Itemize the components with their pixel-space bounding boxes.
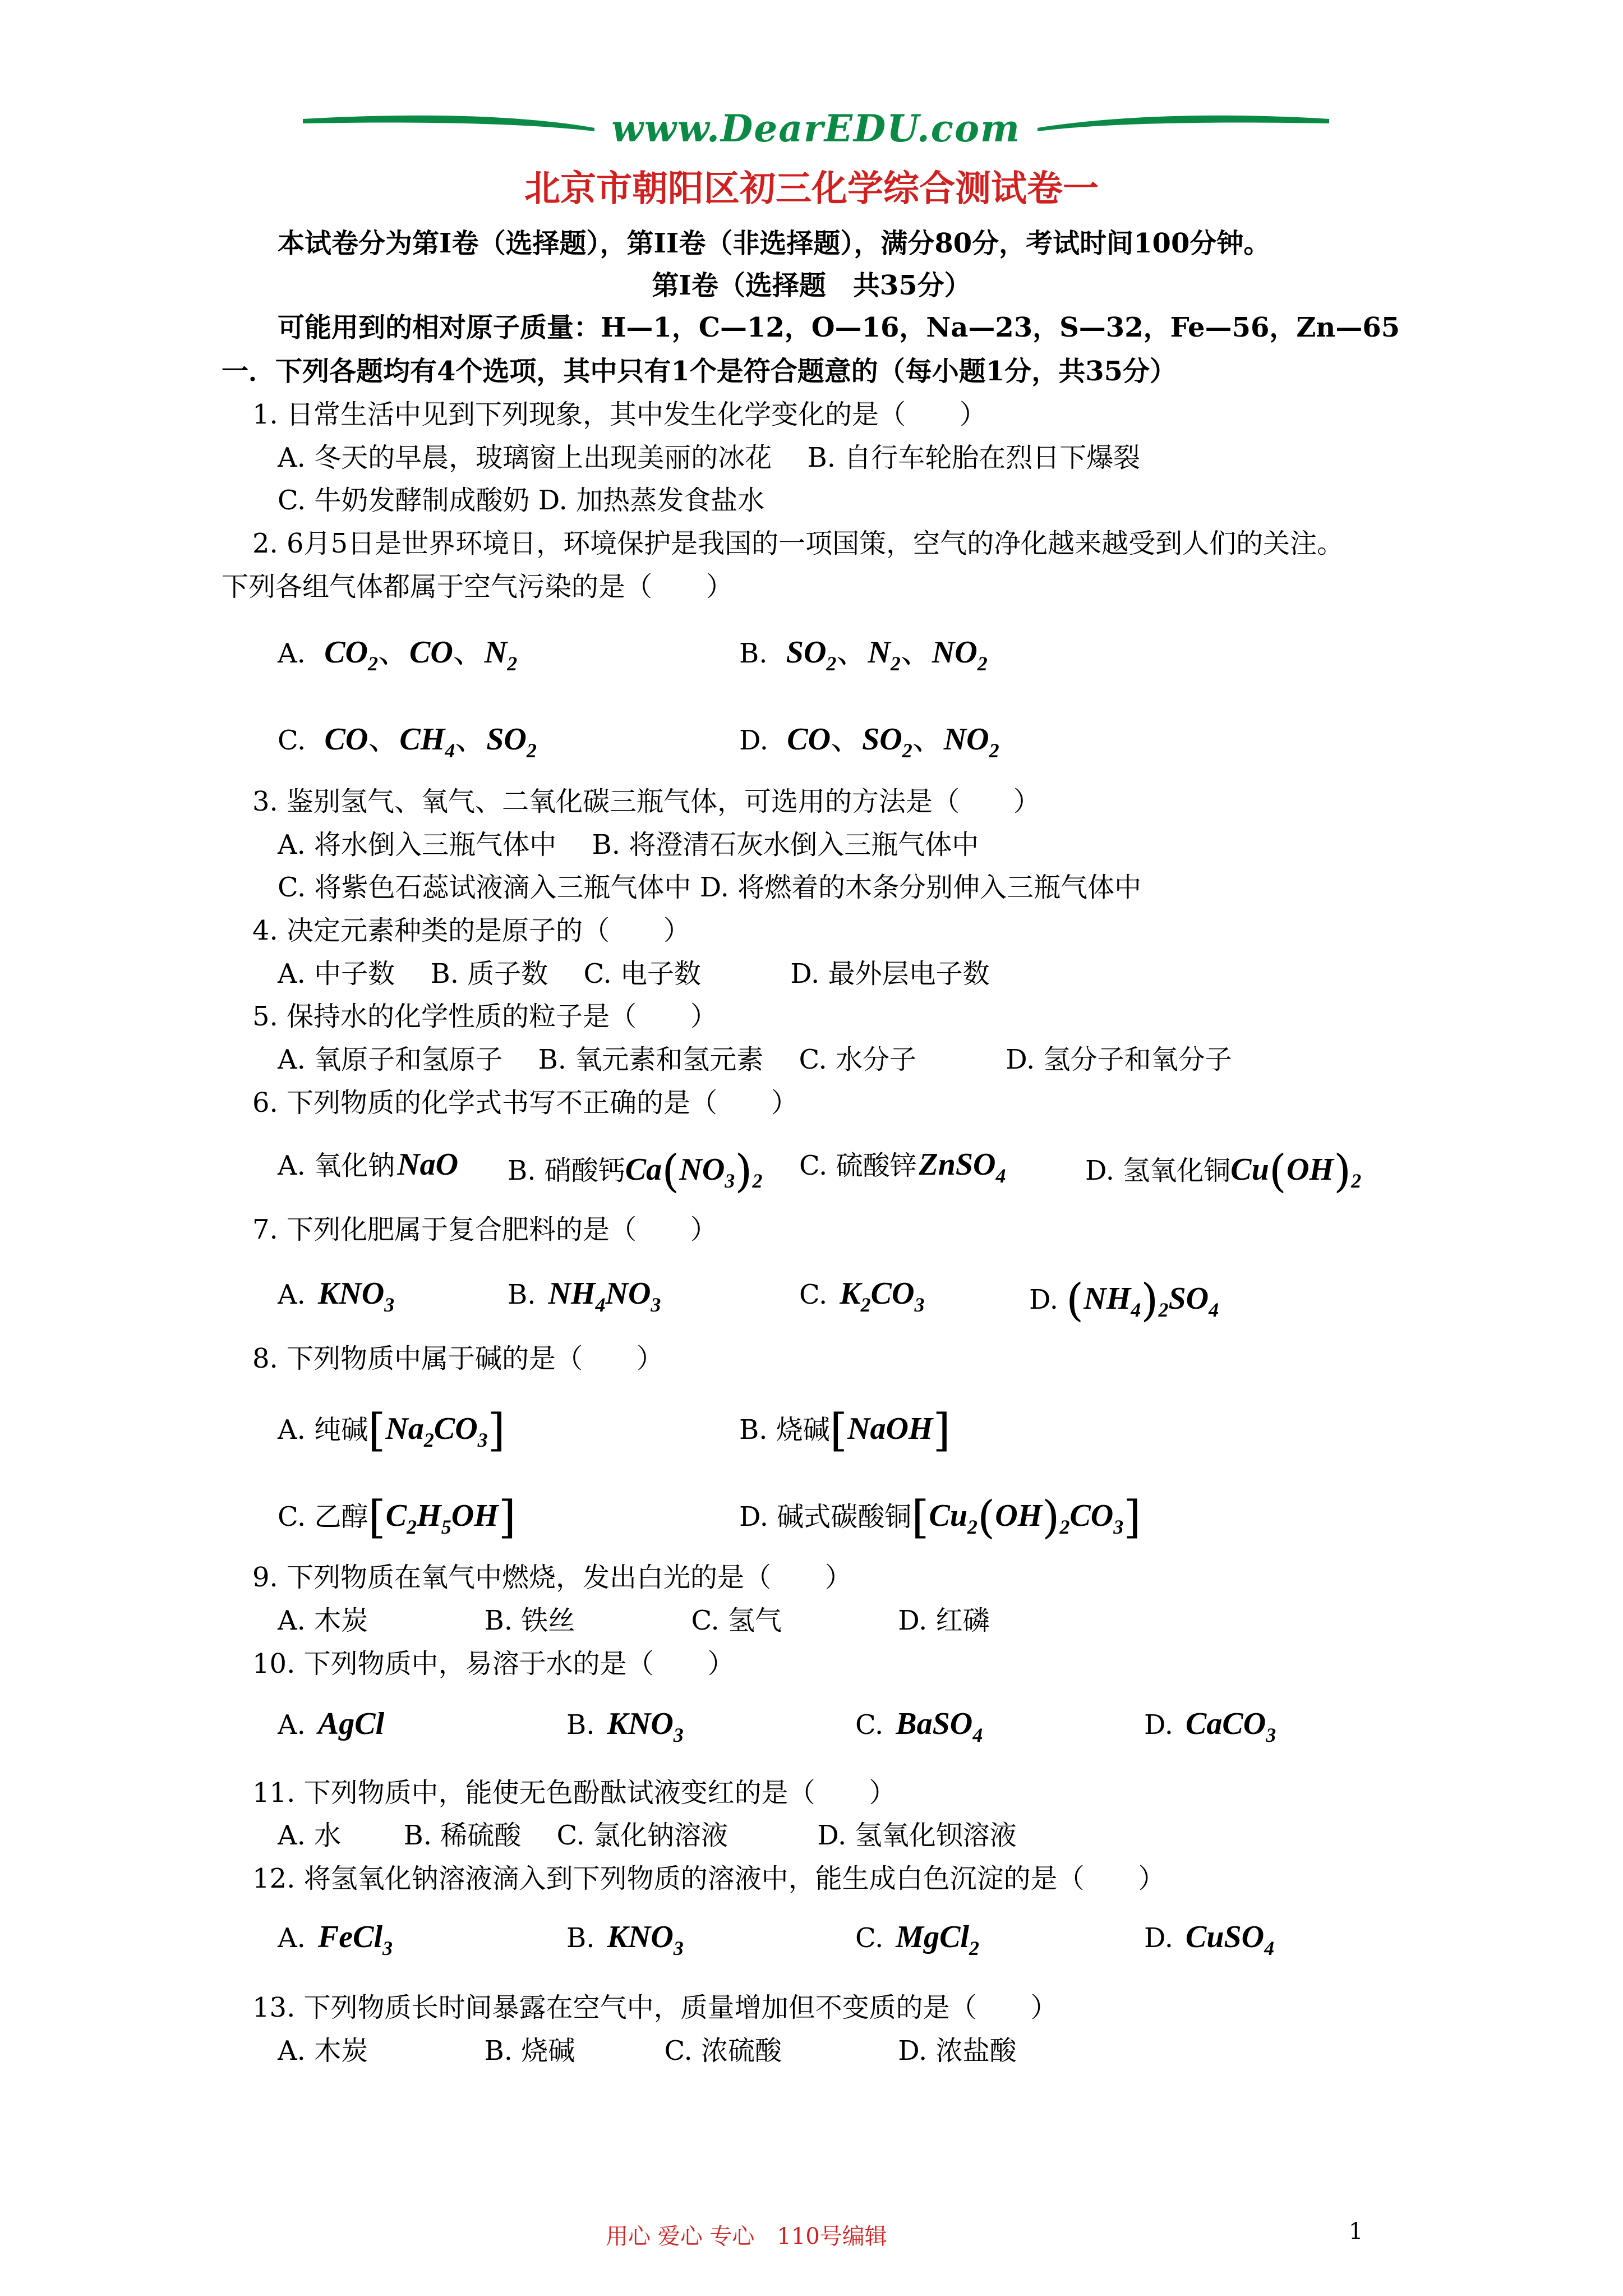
q1-options-cd: C. 牛奶发酵制成酸奶 D. 加热蒸发食盐水: [278, 485, 765, 516]
q8-option-d-label: D. 碱式碳酸铜: [739, 1501, 912, 1533]
q12-option-b: B. $KNO_3$: [566, 1920, 684, 1959]
q2-option-a: A. $CO_2$、CO、$N_2$: [278, 635, 518, 675]
q7-option-a-label: A.: [278, 1279, 306, 1310]
q12-stem: 12. 将氢氧化钠溶液滴入到下列物质的溶液中，能生成白色沉淀的是（ ）: [252, 1863, 1165, 1894]
q2-option-d: D. CO、$SO_2$、$NO_2$: [739, 722, 999, 762]
q8-option-b: B. 烧碱[NaOH]: [739, 1404, 951, 1456]
intro-line-3: 可能用到的相对原子质量：H—1，C—12，O—16，Na—23，S—32，Fe—56，Zn—65: [278, 312, 1400, 343]
q8-option-c: C. 乙醇$[C_2H_5OH]$: [278, 1491, 516, 1543]
q8-option-a-label: A. 纯碱: [278, 1414, 368, 1446]
q12-option-c-label: C.: [855, 1922, 884, 1954]
q7-option-c-label: C.: [799, 1279, 828, 1310]
q12-option-d-label: D.: [1144, 1922, 1174, 1954]
q11-options: A. 水 B. 稀硫酸 C. 氯化钠溶液 D. 氢氧化钡溶液: [278, 1820, 1017, 1851]
q2-stem-2: 下列各组气体都属于空气污染的是（ ）: [222, 571, 734, 602]
q13-stem: 13. 下列物质长时间暴露在空气中，质量增加但不变质的是（ ）: [252, 1992, 1058, 2023]
footer-credit: 用心 爱心 专心 110号编辑: [606, 2224, 887, 2249]
q4-stem: 4. 决定元素种类的是原子的（ ）: [252, 915, 691, 946]
q8-option-a: A. 纯碱$[Na_2CO_3]$: [278, 1404, 505, 1456]
site-banner: [303, 107, 1329, 157]
intro-line-1: 本试卷分为第Ⅰ卷（选择题），第II卷（非选择题），满分80分，考试时间100分钟。: [278, 228, 1271, 259]
section-heading: 一．下列各题均有4个选项，其中只有1个是符合题意的（每小题1分，共35分）: [222, 356, 1177, 387]
q6-option-d-label: D. 氢氧化铜: [1085, 1155, 1231, 1186]
q10-option-d-label: D.: [1144, 1709, 1174, 1741]
q7-stem: 7. 下列化肥属于复合肥料的是（ ）: [252, 1214, 718, 1245]
q10-option-a-label: A.: [278, 1709, 306, 1741]
q7-option-b-label: B.: [508, 1279, 536, 1310]
q5-options: A. 氧原子和氢原子 B. 氧元素和氢元素 C. 水分子 D. 氢分子和氧分子: [278, 1044, 1232, 1075]
q7-option-a: A. $KNO_3$: [278, 1276, 395, 1316]
q6-option-c-label: C. 硫酸锌: [799, 1150, 917, 1181]
q6-option-d: D. 氢氧化铜$Cu(OH)_2$: [1085, 1145, 1362, 1197]
q12-option-b-label: B.: [566, 1922, 595, 1954]
page-title: 北京市朝阳区初三化学综合测试卷一: [524, 168, 1099, 210]
q13-options: A. 木炭 B. 烧碱 C. 浓硫酸 D. 浓盐酸: [278, 2035, 1017, 2067]
q7-option-d: D. $(NH_4)_2SO_4$: [1029, 1274, 1219, 1326]
q6-option-a: A. 氧化钠NaO: [278, 1147, 459, 1182]
q8-option-c-label: C. 乙醇: [278, 1501, 368, 1533]
q10-option-a: A. AgCl: [278, 1706, 385, 1741]
q1-stem: 1. 日常生活中见到下列现象，其中发生化学变化的是（ ）: [252, 399, 987, 430]
q10-option-b: B. $KNO_3$: [566, 1706, 684, 1746]
page-number: 1: [1349, 2219, 1363, 2244]
q8-option-d: D. 碱式碳酸铜$[Cu_2(OH)_2CO_3]$: [739, 1491, 1141, 1543]
intro-line-2: 第Ⅰ卷（选择题 共35分）: [652, 270, 971, 301]
q10-option-c: C. BaSO$_4$: [855, 1706, 983, 1746]
site-name[interactable]: www.DearEDU.com: [611, 107, 1021, 150]
q7-option-c: C. $K_2CO_3$: [799, 1276, 925, 1316]
q6-stem: 6. 下列物质的化学式书写不正确的是（ ）: [252, 1087, 799, 1119]
q9-options: A. 木炭 B. 铁丝 C. 氢气 D. 红磷: [278, 1605, 990, 1636]
q11-stem: 11. 下列物质中，能使无色酚酞试液变红的是（ ）: [252, 1777, 896, 1809]
q8-option-b-label: B. 烧碱: [739, 1414, 830, 1446]
q2-option-d-label: D.: [739, 725, 769, 756]
q1-options-ab: A. 冬天的早晨，玻璃窗上出现美丽的冰花 B. 自行车轮胎在烈日下爆裂: [278, 442, 1141, 473]
q3-options-cd: C. 将紫色石蕊试液滴入三瓶气体中 D. 将燃着的木条分别伸入三瓶气体中: [278, 872, 1142, 903]
q10-option-b-label: B.: [566, 1709, 595, 1741]
q10-option-d: D. CaCO$_3$: [1144, 1706, 1276, 1746]
q12-option-a-label: A.: [278, 1922, 306, 1954]
q12-option-d: D. CuSO$_4$: [1144, 1920, 1275, 1959]
q7-option-b: B. $NH_4NO_3$: [508, 1276, 661, 1316]
q12-option-a: A. FeCl$_3$: [278, 1920, 393, 1959]
q10-stem: 10. 下列物质中，易溶于水的是（ ）: [252, 1648, 735, 1680]
q12-option-c: C. MgCl$_2$: [855, 1920, 979, 1959]
q2-option-c: C. CO、$CH_4$、$SO_2$: [278, 722, 537, 762]
q6-option-c: C. 硫酸锌ZnSO$_4$: [799, 1147, 1006, 1187]
q3-options-ab: A. 将水倒入三瓶气体中 B. 将澄清石灰水倒入三瓶气体中: [278, 829, 979, 861]
q2-option-b-label: B.: [739, 638, 768, 669]
q8-stem: 8. 下列物质中属于碱的是（ ）: [252, 1343, 664, 1374]
q9-stem: 9. 下列物质在氧气中燃烧，发出白光的是（ ）: [252, 1562, 852, 1593]
q10-option-c-label: C.: [855, 1709, 884, 1741]
q4-options: A. 中子数 B. 质子数 C. 电子数 D. 最外层电子数: [278, 958, 990, 990]
q6-option-b-label: B. 硝酸钙: [508, 1155, 625, 1186]
q3-stem: 3. 鉴别氢气、氧气、二氧化碳三瓶气体，可选用的方法是（ ）: [252, 786, 1041, 817]
q7-option-d-label: D.: [1029, 1284, 1059, 1315]
q2-option-b: B. $SO_2$、$N_2$、$NO_2$: [739, 635, 988, 675]
q2-option-c-label: C.: [278, 725, 306, 756]
q2-option-a-label: A.: [278, 638, 306, 669]
q6-option-a-label: A. 氧化钠: [278, 1150, 395, 1181]
q2-stem-1: 2. 6月5日是世界环境日，环境保护是我国的一项国策，空气的净化越来越受到人们的关注。: [252, 528, 1344, 559]
q5-stem: 5. 保持水的化学性质的粒子是（ ）: [252, 1001, 718, 1032]
q6-option-b: B. 硝酸钙$Ca(NO_3)_2$: [508, 1145, 763, 1197]
